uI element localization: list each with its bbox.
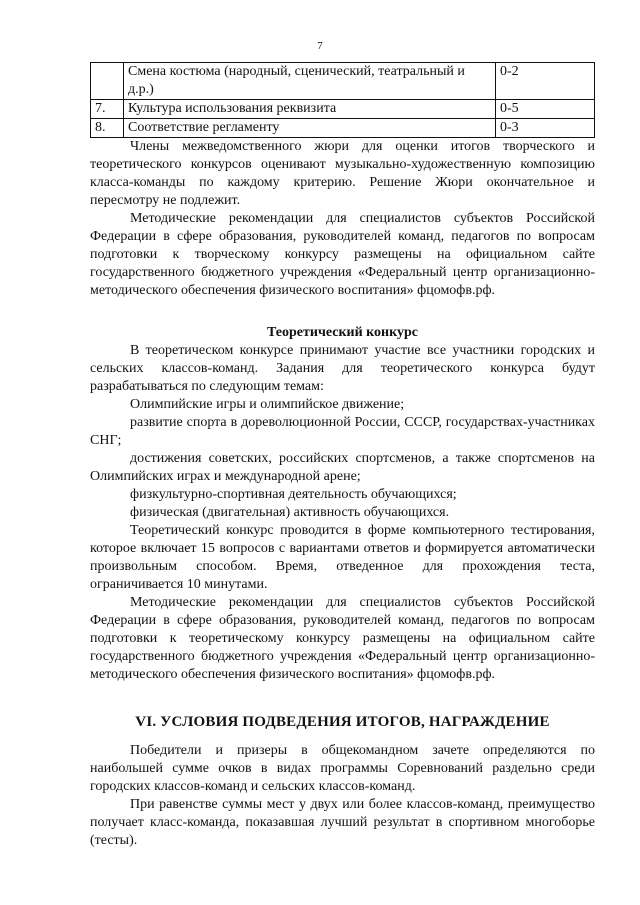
testing-paragraph: Теоретический конкурс проводится в форме компьютерного тестирования, которое включает 15 вопросов с вариантами ответов и формируется автоматически произвольным способом. Время, отведенное для прохождения теста, ограничивается 10 минутами. — [90, 523, 595, 592]
row-number — [91, 63, 124, 100]
section-heading: VI. УСЛОВИЯ ПОДВЕДЕНИЯ ИТОГОВ, НАГРАЖДЕНИЕ — [135, 714, 550, 730]
row-score: 0-2 — [496, 63, 595, 100]
topic-item: физкультурно-спортивная деятельность обучающихся; — [130, 487, 457, 502]
theory-recommendations-paragraph: Методические рекомендации для специалистов субъектов Российской Федерации в сфере образования, руководителей команд, педагогов по вопросам подготовки к теоретическому конкурсу размещены на официальном сайте государственного бюджетного учреждения «Федеральный центр организационно-методического обеспечения физического воспитания» фцомофв.рф. — [90, 595, 595, 682]
topic-item: физическая (двигательная) активность обучающихся. — [130, 505, 450, 520]
table-row — [91, 63, 595, 100]
row-number: 7. — [91, 100, 124, 119]
criteria-table — [90, 62, 595, 138]
winners-paragraph: Победители и призеры в общекомандном зачете определяются по наибольшей сумме очков в видах программы Соревнований раздельно среди городских классов-команд и сельских классов-команд. — [90, 743, 595, 794]
row-number: 8. — [91, 119, 124, 138]
tie-break-paragraph: При равенстве суммы мест у двух или более классов-команд, преимущество получает класс-команда, показавшая лучший результат в спортивном многоборье (тесты). — [90, 797, 595, 848]
table-row — [91, 100, 595, 119]
topic-item: достижения советских, российских спортсменов, а также спортсменов на Олимпийских играх и международной арене; — [90, 451, 595, 484]
row-score: 0-3 — [496, 119, 595, 138]
page-number: 7 — [317, 40, 323, 52]
row-criterion: Культура использования реквизита — [124, 100, 496, 119]
creative-recommendations-paragraph: Методические рекомендации для специалистов субъектов Российской Федерации в сфере образования, руководителей команд, педагогов по вопросам подготовки к творческому конкурсу размещены на официальном сайте государственного бюджетного учреждения «Федеральный центр организационно-методического обеспечения физического воспитания» фцомофв.рф. — [90, 211, 595, 298]
jury-paragraph: Члены межведомственного жюри для оценки итогов творческого и теоретического конкурсов оценивают музыкально-художественную композицию класса-команды по каждому критерию. Решение Жюри окончательное и пересмотру не подлежит. — [90, 139, 595, 208]
document-body — [90, 62, 595, 850]
table-row — [91, 119, 595, 138]
row-score: 0-5 — [496, 100, 595, 119]
theory-contest-heading: Теоретический конкурс — [267, 325, 418, 340]
theory-intro-paragraph: В теоретическом конкурсе принимают участие все участники городских и сельских классов-команд. Задания для теоретического конкурса будут разрабатываться по следующим темам: — [90, 343, 595, 394]
row-criterion: Смена костюма (народный, сценический, театральный и д.р.) — [124, 63, 496, 100]
topic-item: Олимпийские игры и олимпийское движение; — [130, 397, 405, 412]
row-criterion: Соответствие регламенту — [124, 119, 496, 138]
topic-item: развитие спорта в дореволюционной России, СССР, государствах-участниках СНГ; — [90, 415, 595, 448]
